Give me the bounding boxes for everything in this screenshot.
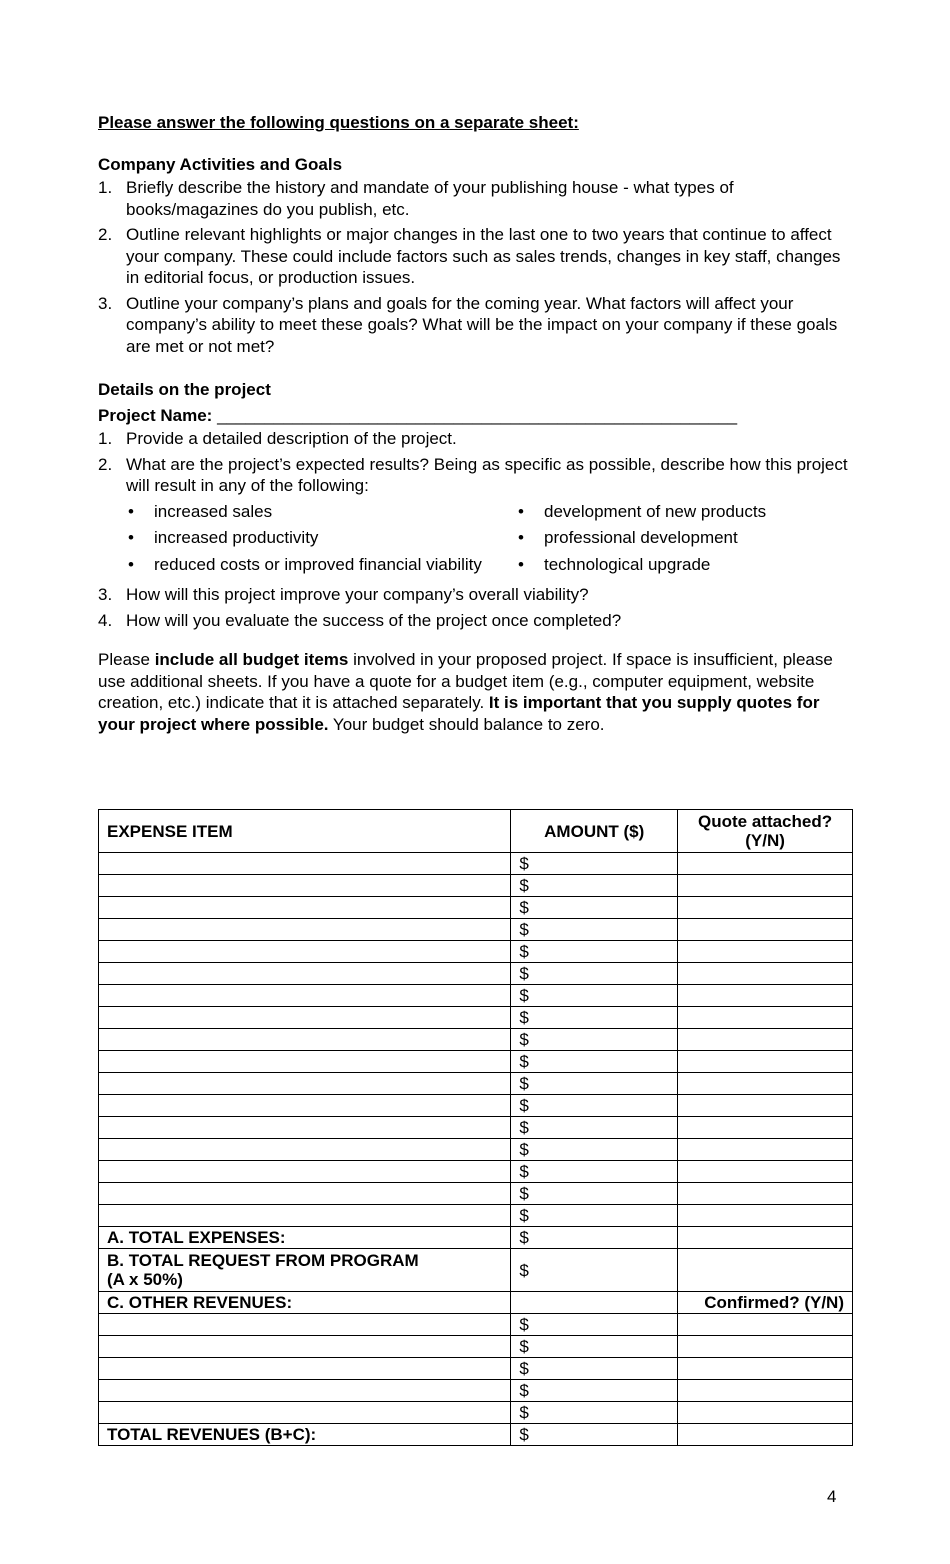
table-row [99,853,853,875]
yn-cell[interactable] [678,1314,853,1336]
total-request-label: B. TOTAL REQUEST FROM PROGRAM (A x 50%) [99,1249,511,1292]
bullet-item: • increased sales [128,501,273,521]
amount-cell[interactable]: $ [511,897,678,919]
amount-cell[interactable]: $ [511,985,678,1007]
yn-cell[interactable] [678,1380,853,1402]
item-cell[interactable] [99,1139,511,1161]
yn-cell[interactable] [678,1051,853,1073]
item-cell[interactable] [99,963,511,985]
yn-cell[interactable] [678,985,853,1007]
amount-cell[interactable]: $ [511,1402,678,1424]
table-row [99,1139,853,1161]
total-request-row [99,1249,853,1292]
table-row [99,1029,853,1051]
yn-cell[interactable] [678,963,853,985]
total-expenses-quote[interactable] [678,1227,853,1249]
list-item: 2. Outline relevant highlights or major changes in the last one to two years that continue to affect your company. These could include factors such as sales trends, changes in key staff, changes in editorial focus, or production issues. [98,225,841,287]
yn-cell[interactable] [678,1117,853,1139]
amount-cell[interactable]: $ [511,1358,678,1380]
item-cell[interactable] [99,941,511,963]
table-row [99,1336,853,1358]
item-cell[interactable] [99,1051,511,1073]
item-cell[interactable] [99,1183,511,1205]
amount-cell[interactable]: $ [511,1161,678,1183]
table-row [99,919,853,941]
yn-cell[interactable] [678,1095,853,1117]
table-header-row [99,810,853,853]
total-expenses-label: A. TOTAL EXPENSES: [99,1227,511,1249]
project-questions [98,428,858,497]
amount-cell[interactable]: $ [511,1073,678,1095]
item-cell[interactable] [99,1205,511,1227]
budget-instructions: Please include all budget items involved in your proposed project. If space is insufficient, please use additional sheets. If you have a quote for a budget item (e.g., computer equipment, website creation, etc.) indicate that it is attached separately. It is important that you supply quotes for your project where possible. Your budget should balance to zero. [98,650,833,734]
company-section-title: Company Activities and Goals [98,154,343,174]
list-item: 3. Outline your company’s plans and goals for the coming year. What factors will affect your company’s ability to meet these goals? What will be the impact on your company if these goals are met or not met? [98,293,838,356]
item-cell[interactable] [99,1095,511,1117]
table-row [99,963,853,985]
amount-cell[interactable]: $ [511,1117,678,1139]
yn-cell[interactable] [678,941,853,963]
item-cell[interactable] [99,1007,511,1029]
project-name-line: _______________________________________________________ [217,405,738,425]
yn-cell[interactable] [678,1161,853,1183]
table-row [99,1358,853,1380]
table-row [99,1117,853,1139]
total-revenues-confirmed[interactable] [678,1424,853,1446]
bullet-item: • reduced costs or improved financial viability [128,554,482,574]
yn-cell[interactable] [678,853,853,875]
amount-cell[interactable]: $ [511,941,678,963]
amount-cell[interactable]: $ [511,1139,678,1161]
page-number: 4 [827,1487,837,1506]
project-questions-continued [98,584,858,631]
amount-cell[interactable]: $ [511,1336,678,1358]
amount-cell[interactable]: $ [511,1051,678,1073]
item-cell[interactable] [99,853,511,875]
other-revenues-label: C. OTHER REVENUES: [99,1292,511,1314]
amount-cell[interactable]: $ [511,853,678,875]
yn-cell[interactable] [678,1402,853,1424]
item-cell[interactable] [99,985,511,1007]
amount-cell[interactable]: $ [511,1007,678,1029]
item-cell[interactable] [99,897,511,919]
total-request-quote[interactable] [678,1249,853,1292]
header-quote-attached: Quote attached? (Y/N) [678,810,853,853]
table-row [99,897,853,919]
amount-cell[interactable]: $ [511,963,678,985]
table-row [99,1205,853,1227]
header-amount: AMOUNT ($) [511,810,678,853]
item-cell[interactable] [99,1358,511,1380]
yn-cell[interactable] [678,1358,853,1380]
item-cell[interactable] [99,1402,511,1424]
yn-cell[interactable] [678,1183,853,1205]
amount-cell[interactable]: $ [511,1029,678,1051]
other-revenues-amount [511,1292,678,1314]
table-row [99,1073,853,1095]
table-row [99,941,853,963]
bullet-item: • professional development [518,528,738,547]
project-name-field: Project Name: _______________________________________________________ [98,405,738,425]
item-cell[interactable] [99,1073,511,1095]
total-revenues-row [99,1424,853,1446]
other-revenues-row [99,1292,853,1314]
list-item: 1. Provide a detailed description of the project. [98,429,457,448]
item-cell[interactable] [99,919,511,941]
yn-cell[interactable] [678,1073,853,1095]
amount-cell[interactable]: $ [511,1314,678,1336]
company-questions [98,177,858,357]
table-row [99,1380,853,1402]
header-expense-item: EXPENSE ITEM [99,810,511,853]
expected-results-bullets [98,501,858,581]
total-request-amount[interactable]: $ [511,1249,678,1292]
yn-cell[interactable] [678,1205,853,1227]
amount-cell[interactable]: $ [511,875,678,897]
item-cell[interactable] [99,1161,511,1183]
table-row [99,1051,853,1073]
item-cell[interactable] [99,1029,511,1051]
project-section-title: Details on the project [98,380,271,399]
table-row [99,1161,853,1183]
amount-cell[interactable]: $ [511,1095,678,1117]
yn-cell[interactable] [678,897,853,919]
amount-cell[interactable]: $ [511,919,678,941]
item-cell[interactable] [99,1117,511,1139]
item-cell[interactable] [99,1336,511,1358]
item-cell[interactable] [99,1314,511,1336]
yn-cell[interactable] [678,919,853,941]
yn-cell[interactable] [678,1139,853,1161]
intro-heading: Please answer the following questions on a separate sheet: [98,113,579,132]
yn-cell[interactable] [678,1336,853,1358]
page-content [98,112,858,752]
amount-cell[interactable]: $ [511,1380,678,1402]
total-revenues-amount[interactable]: $ [511,1424,678,1446]
list-item: 4. How will you evaluate the success of the project once completed? [98,610,622,630]
table-row [99,1402,853,1424]
bullet-item: • technological upgrade [518,554,711,574]
yn-cell[interactable] [678,1007,853,1029]
table-row [99,1183,853,1205]
revenue-rows [99,1314,853,1424]
yn-cell[interactable] [678,1029,853,1051]
table-row [99,1314,853,1336]
amount-cell[interactable]: $ [511,1205,678,1227]
item-cell[interactable] [99,875,511,897]
table-row [99,1095,853,1117]
list-item: 2. What are the project’s expected results? Being as specific as possible, describe how this project will result in any of the following: [98,454,848,495]
bullet-item: • development of new products [518,501,767,521]
confirmed-header: Confirmed? (Y/N) [678,1292,853,1314]
list-item: 1. Briefly describe the history and mandate of your publishing house - what types of books/magazines do you publish, etc. [98,178,734,219]
expense-rows [99,853,853,1227]
bullet-item: • increased productivity [128,528,319,547]
budget-table [98,809,853,1446]
yn-cell[interactable] [678,875,853,897]
table-row [99,1007,853,1029]
total-expenses-row [99,1227,853,1249]
total-revenues-label: TOTAL REVENUES (B+C): [99,1424,511,1446]
amount-cell[interactable]: $ [511,1183,678,1205]
total-expenses-amount[interactable]: $ [511,1227,678,1249]
table-row [99,985,853,1007]
item-cell[interactable] [99,1380,511,1402]
table-row [99,875,853,897]
list-item: 3. How will this project improve your company’s overall viability? [98,585,589,604]
